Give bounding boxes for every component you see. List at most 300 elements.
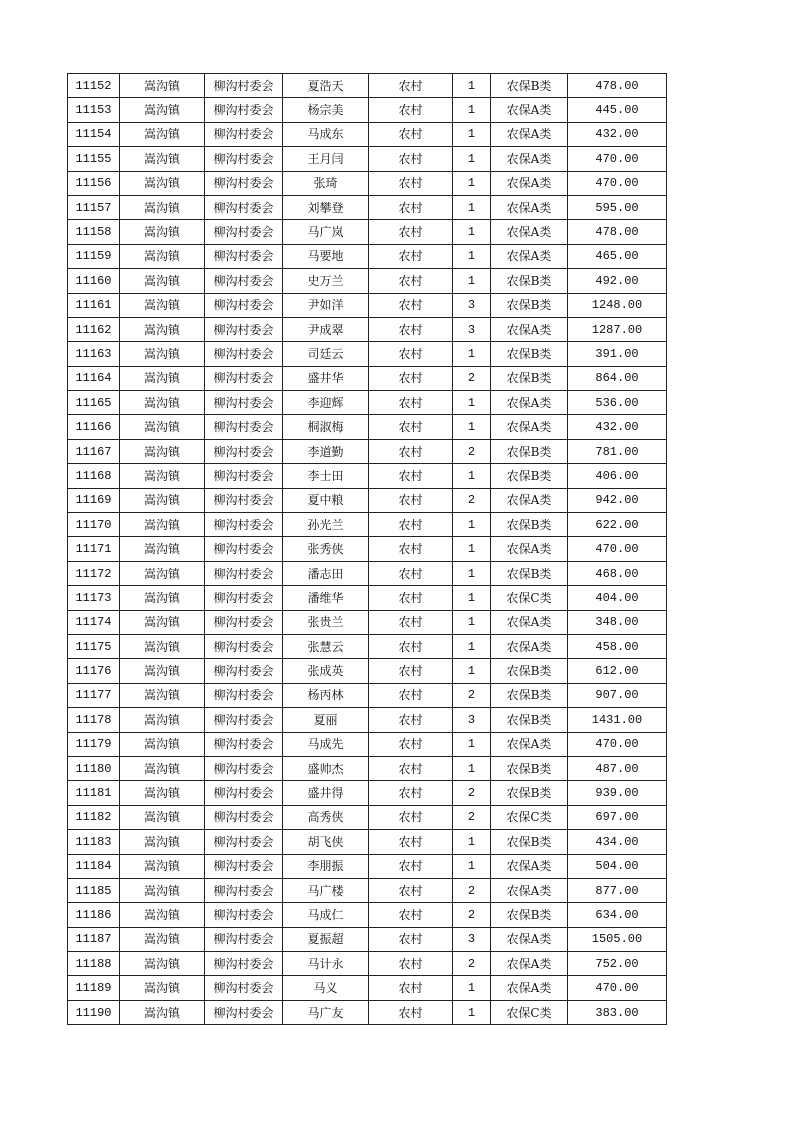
household-type-cell: 农村: [369, 122, 453, 146]
name-cell: 马广友: [283, 1000, 369, 1024]
name-cell: 马要地: [283, 244, 369, 268]
record-id-cell: 11172: [68, 561, 120, 585]
town-cell: 嵩沟镇: [120, 586, 205, 610]
insurance-category-cell: 农保B类: [491, 903, 568, 927]
village-committee-cell: 柳沟村委会: [205, 195, 283, 219]
name-cell: 杨丙林: [283, 683, 369, 707]
amount-cell: 391.00: [568, 342, 667, 366]
village-committee-cell: 柳沟村委会: [205, 464, 283, 488]
insurance-category-cell: 农保B类: [491, 439, 568, 463]
table-row: [68, 439, 667, 463]
amount-cell: 1431.00: [568, 708, 667, 732]
town-cell: 嵩沟镇: [120, 878, 205, 902]
town-cell: 嵩沟镇: [120, 74, 205, 98]
record-id-cell: 11156: [68, 171, 120, 195]
household-type-cell: 农村: [369, 634, 453, 658]
table-row: [68, 756, 667, 780]
member-count-cell: 1: [453, 171, 491, 195]
record-id-cell: 11165: [68, 391, 120, 415]
household-type-cell: 农村: [369, 878, 453, 902]
name-cell: 胡飞侠: [283, 830, 369, 854]
amount-cell: 470.00: [568, 976, 667, 1000]
name-cell: 史万兰: [283, 269, 369, 293]
table-row: [68, 195, 667, 219]
record-id-cell: 11153: [68, 98, 120, 122]
village-committee-cell: 柳沟村委会: [205, 903, 283, 927]
insurance-category-cell: 农保A类: [491, 244, 568, 268]
table-body: [68, 74, 667, 1025]
town-cell: 嵩沟镇: [120, 952, 205, 976]
amount-cell: 470.00: [568, 171, 667, 195]
village-committee-cell: 柳沟村委会: [205, 561, 283, 585]
town-cell: 嵩沟镇: [120, 537, 205, 561]
name-cell: 张秀侠: [283, 537, 369, 561]
member-count-cell: 1: [453, 269, 491, 293]
insurance-category-cell: 农保A类: [491, 147, 568, 171]
record-id-cell: 11158: [68, 220, 120, 244]
member-count-cell: 1: [453, 976, 491, 1000]
record-id-cell: 11186: [68, 903, 120, 927]
household-type-cell: 农村: [369, 683, 453, 707]
household-type-cell: 农村: [369, 537, 453, 561]
table-row: [68, 98, 667, 122]
amount-cell: 622.00: [568, 513, 667, 537]
village-committee-cell: 柳沟村委会: [205, 952, 283, 976]
table-row: [68, 903, 667, 927]
insurance-category-cell: 农保B类: [491, 342, 568, 366]
amount-cell: 697.00: [568, 805, 667, 829]
record-id-cell: 11180: [68, 756, 120, 780]
member-count-cell: 3: [453, 293, 491, 317]
amount-cell: 432.00: [568, 415, 667, 439]
amount-cell: 470.00: [568, 732, 667, 756]
table-row: [68, 659, 667, 683]
village-committee-cell: 柳沟村委会: [205, 98, 283, 122]
village-committee-cell: 柳沟村委会: [205, 122, 283, 146]
town-cell: 嵩沟镇: [120, 366, 205, 390]
town-cell: 嵩沟镇: [120, 732, 205, 756]
name-cell: 张慧云: [283, 634, 369, 658]
insurance-category-cell: 农保B类: [491, 513, 568, 537]
amount-cell: 470.00: [568, 147, 667, 171]
amount-cell: 478.00: [568, 220, 667, 244]
record-id-cell: 11162: [68, 317, 120, 341]
town-cell: 嵩沟镇: [120, 830, 205, 854]
table-row: [68, 976, 667, 1000]
town-cell: 嵩沟镇: [120, 122, 205, 146]
table-row: [68, 830, 667, 854]
household-type-cell: 农村: [369, 586, 453, 610]
table-row: [68, 708, 667, 732]
amount-cell: 348.00: [568, 610, 667, 634]
village-committee-cell: 柳沟村委会: [205, 805, 283, 829]
insurance-category-cell: 农保A类: [491, 171, 568, 195]
table-row: [68, 610, 667, 634]
member-count-cell: 1: [453, 659, 491, 683]
village-committee-cell: 柳沟村委会: [205, 415, 283, 439]
table-row: [68, 561, 667, 585]
record-id-cell: 11160: [68, 269, 120, 293]
town-cell: 嵩沟镇: [120, 171, 205, 195]
name-cell: 马义: [283, 976, 369, 1000]
record-id-cell: 11174: [68, 610, 120, 634]
table-row: [68, 805, 667, 829]
household-type-cell: 农村: [369, 171, 453, 195]
insurance-category-cell: 农保B类: [491, 293, 568, 317]
insurance-category-cell: 农保B类: [491, 74, 568, 98]
member-count-cell: 1: [453, 147, 491, 171]
member-count-cell: 2: [453, 878, 491, 902]
name-cell: 夏浩天: [283, 74, 369, 98]
name-cell: 张琦: [283, 171, 369, 195]
household-type-cell: 农村: [369, 952, 453, 976]
household-type-cell: 农村: [369, 317, 453, 341]
amount-cell: 781.00: [568, 439, 667, 463]
table-row: [68, 488, 667, 512]
amount-cell: 445.00: [568, 98, 667, 122]
village-committee-cell: 柳沟村委会: [205, 683, 283, 707]
table-row: [68, 854, 667, 878]
household-type-cell: 农村: [369, 561, 453, 585]
table-row: [68, 122, 667, 146]
table-row: [68, 244, 667, 268]
town-cell: 嵩沟镇: [120, 342, 205, 366]
name-cell: 马成先: [283, 732, 369, 756]
town-cell: 嵩沟镇: [120, 195, 205, 219]
insurance-category-cell: 农保A类: [491, 952, 568, 976]
record-id-cell: 11181: [68, 781, 120, 805]
village-committee-cell: 柳沟村委会: [205, 976, 283, 1000]
village-committee-cell: 柳沟村委会: [205, 488, 283, 512]
household-type-cell: 农村: [369, 488, 453, 512]
table-row: [68, 220, 667, 244]
name-cell: 高秀侠: [283, 805, 369, 829]
town-cell: 嵩沟镇: [120, 634, 205, 658]
member-count-cell: 2: [453, 781, 491, 805]
insurance-category-cell: 农保A类: [491, 927, 568, 951]
record-id-cell: 11175: [68, 634, 120, 658]
insurance-category-cell: 农保B类: [491, 659, 568, 683]
village-committee-cell: 柳沟村委会: [205, 244, 283, 268]
table-row: [68, 342, 667, 366]
town-cell: 嵩沟镇: [120, 683, 205, 707]
member-count-cell: 2: [453, 683, 491, 707]
name-cell: 夏丽: [283, 708, 369, 732]
household-type-cell: 农村: [369, 976, 453, 1000]
member-count-cell: 3: [453, 317, 491, 341]
town-cell: 嵩沟镇: [120, 610, 205, 634]
record-id-cell: 11157: [68, 195, 120, 219]
name-cell: 尹成翠: [283, 317, 369, 341]
amount-cell: 752.00: [568, 952, 667, 976]
village-committee-cell: 柳沟村委会: [205, 1000, 283, 1024]
amount-cell: 465.00: [568, 244, 667, 268]
name-cell: 刘攀登: [283, 195, 369, 219]
village-committee-cell: 柳沟村委会: [205, 513, 283, 537]
name-cell: 马广岚: [283, 220, 369, 244]
record-id-cell: 11163: [68, 342, 120, 366]
town-cell: 嵩沟镇: [120, 927, 205, 951]
table-row: [68, 537, 667, 561]
name-cell: 马计永: [283, 952, 369, 976]
record-id-cell: 11182: [68, 805, 120, 829]
record-id-cell: 11190: [68, 1000, 120, 1024]
record-id-cell: 11179: [68, 732, 120, 756]
insurance-category-cell: 农保A类: [491, 98, 568, 122]
member-count-cell: 1: [453, 74, 491, 98]
amount-cell: 877.00: [568, 878, 667, 902]
record-id-cell: 11173: [68, 586, 120, 610]
table-row: [68, 415, 667, 439]
name-cell: 李士田: [283, 464, 369, 488]
table-row: [68, 781, 667, 805]
amount-cell: 383.00: [568, 1000, 667, 1024]
insurance-category-cell: 农保B类: [491, 756, 568, 780]
town-cell: 嵩沟镇: [120, 147, 205, 171]
member-count-cell: 1: [453, 610, 491, 634]
record-id-cell: 11171: [68, 537, 120, 561]
household-type-cell: 农村: [369, 830, 453, 854]
name-cell: 夏中粮: [283, 488, 369, 512]
amount-cell: 864.00: [568, 366, 667, 390]
village-committee-cell: 柳沟村委会: [205, 610, 283, 634]
name-cell: 李道勤: [283, 439, 369, 463]
insurance-category-cell: 农保B类: [491, 269, 568, 293]
town-cell: 嵩沟镇: [120, 293, 205, 317]
member-count-cell: 1: [453, 391, 491, 415]
village-committee-cell: 柳沟村委会: [205, 366, 283, 390]
town-cell: 嵩沟镇: [120, 513, 205, 537]
member-count-cell: 1: [453, 244, 491, 268]
name-cell: 尹如洋: [283, 293, 369, 317]
insurance-category-cell: 农保A类: [491, 391, 568, 415]
record-id-cell: 11187: [68, 927, 120, 951]
record-id-cell: 11154: [68, 122, 120, 146]
member-count-cell: 1: [453, 854, 491, 878]
amount-cell: 634.00: [568, 903, 667, 927]
record-id-cell: 11159: [68, 244, 120, 268]
member-count-cell: 2: [453, 439, 491, 463]
table-row: [68, 293, 667, 317]
insurance-category-cell: 农保A类: [491, 854, 568, 878]
name-cell: 杨宗美: [283, 98, 369, 122]
insurance-category-cell: 农保B类: [491, 366, 568, 390]
village-committee-cell: 柳沟村委会: [205, 854, 283, 878]
village-committee-cell: 柳沟村委会: [205, 74, 283, 98]
member-count-cell: 1: [453, 464, 491, 488]
amount-cell: 1505.00: [568, 927, 667, 951]
member-count-cell: 2: [453, 366, 491, 390]
town-cell: 嵩沟镇: [120, 98, 205, 122]
name-cell: 马成东: [283, 122, 369, 146]
insurance-category-cell: 农保B类: [491, 708, 568, 732]
insurance-category-cell: 农保C类: [491, 586, 568, 610]
village-committee-cell: 柳沟村委会: [205, 708, 283, 732]
town-cell: 嵩沟镇: [120, 464, 205, 488]
record-id-cell: 11189: [68, 976, 120, 1000]
town-cell: 嵩沟镇: [120, 244, 205, 268]
village-committee-cell: 柳沟村委会: [205, 220, 283, 244]
amount-cell: 536.00: [568, 391, 667, 415]
member-count-cell: 1: [453, 732, 491, 756]
household-type-cell: 农村: [369, 391, 453, 415]
town-cell: 嵩沟镇: [120, 854, 205, 878]
table-row: [68, 732, 667, 756]
member-count-cell: 1: [453, 98, 491, 122]
table-row: [68, 74, 667, 98]
town-cell: 嵩沟镇: [120, 659, 205, 683]
name-cell: 马广楼: [283, 878, 369, 902]
table-row: [68, 683, 667, 707]
insurance-category-cell: 农保B类: [491, 561, 568, 585]
record-id-cell: 11168: [68, 464, 120, 488]
insurance-category-cell: 农保A类: [491, 976, 568, 1000]
town-cell: 嵩沟镇: [120, 781, 205, 805]
amount-cell: 468.00: [568, 561, 667, 585]
town-cell: 嵩沟镇: [120, 220, 205, 244]
village-committee-cell: 柳沟村委会: [205, 147, 283, 171]
household-type-cell: 农村: [369, 659, 453, 683]
household-type-cell: 农村: [369, 195, 453, 219]
household-type-cell: 农村: [369, 708, 453, 732]
town-cell: 嵩沟镇: [120, 903, 205, 927]
town-cell: 嵩沟镇: [120, 805, 205, 829]
amount-cell: 458.00: [568, 634, 667, 658]
amount-cell: 487.00: [568, 756, 667, 780]
insurance-category-cell: 农保A类: [491, 537, 568, 561]
household-type-cell: 农村: [369, 513, 453, 537]
member-count-cell: 1: [453, 756, 491, 780]
village-committee-cell: 柳沟村委会: [205, 293, 283, 317]
member-count-cell: 1: [453, 537, 491, 561]
town-cell: 嵩沟镇: [120, 415, 205, 439]
table-row: [68, 1000, 667, 1024]
name-cell: 潘志田: [283, 561, 369, 585]
insurance-category-cell: 农保B类: [491, 683, 568, 707]
table-row: [68, 391, 667, 415]
name-cell: 潘维华: [283, 586, 369, 610]
household-type-cell: 农村: [369, 74, 453, 98]
record-id-cell: 11184: [68, 854, 120, 878]
member-count-cell: 2: [453, 805, 491, 829]
amount-cell: 404.00: [568, 586, 667, 610]
member-count-cell: 3: [453, 708, 491, 732]
name-cell: 李朋振: [283, 854, 369, 878]
insurance-category-cell: 农保B类: [491, 464, 568, 488]
insurance-category-cell: 农保A类: [491, 878, 568, 902]
record-id-cell: 11185: [68, 878, 120, 902]
member-count-cell: 1: [453, 220, 491, 244]
town-cell: 嵩沟镇: [120, 708, 205, 732]
village-committee-cell: 柳沟村委会: [205, 317, 283, 341]
insurance-category-cell: 农保A类: [491, 317, 568, 341]
amount-cell: 492.00: [568, 269, 667, 293]
amount-cell: 942.00: [568, 488, 667, 512]
name-cell: 张贵兰: [283, 610, 369, 634]
amount-cell: 406.00: [568, 464, 667, 488]
name-cell: 李迎辉: [283, 391, 369, 415]
table-row: [68, 366, 667, 390]
insurance-category-cell: 农保A类: [491, 415, 568, 439]
village-committee-cell: 柳沟村委会: [205, 391, 283, 415]
village-committee-cell: 柳沟村委会: [205, 878, 283, 902]
village-committee-cell: 柳沟村委会: [205, 830, 283, 854]
member-count-cell: 1: [453, 586, 491, 610]
town-cell: 嵩沟镇: [120, 1000, 205, 1024]
village-committee-cell: 柳沟村委会: [205, 927, 283, 951]
amount-cell: 595.00: [568, 195, 667, 219]
village-committee-cell: 柳沟村委会: [205, 171, 283, 195]
household-type-cell: 农村: [369, 854, 453, 878]
table-row: [68, 586, 667, 610]
town-cell: 嵩沟镇: [120, 488, 205, 512]
table-row: [68, 927, 667, 951]
insurance-category-cell: 农保C类: [491, 805, 568, 829]
town-cell: 嵩沟镇: [120, 561, 205, 585]
village-committee-cell: 柳沟村委会: [205, 269, 283, 293]
record-id-cell: 11167: [68, 439, 120, 463]
amount-cell: 470.00: [568, 537, 667, 561]
insurance-category-cell: 农保A类: [491, 220, 568, 244]
table-row: [68, 878, 667, 902]
table-row: [68, 634, 667, 658]
name-cell: 马成仁: [283, 903, 369, 927]
record-id-cell: 11169: [68, 488, 120, 512]
household-type-cell: 农村: [369, 805, 453, 829]
village-committee-cell: 柳沟村委会: [205, 781, 283, 805]
household-type-cell: 农村: [369, 98, 453, 122]
household-type-cell: 农村: [369, 1000, 453, 1024]
record-id-cell: 11152: [68, 74, 120, 98]
amount-cell: 939.00: [568, 781, 667, 805]
village-committee-cell: 柳沟村委会: [205, 634, 283, 658]
name-cell: 盛井华: [283, 366, 369, 390]
member-count-cell: 1: [453, 513, 491, 537]
village-committee-cell: 柳沟村委会: [205, 732, 283, 756]
insurance-category-cell: 农保B类: [491, 830, 568, 854]
record-id-cell: 11177: [68, 683, 120, 707]
amount-cell: 907.00: [568, 683, 667, 707]
amount-cell: 432.00: [568, 122, 667, 146]
household-type-cell: 农村: [369, 342, 453, 366]
town-cell: 嵩沟镇: [120, 269, 205, 293]
member-count-cell: 1: [453, 830, 491, 854]
insurance-category-cell: 农保A类: [491, 732, 568, 756]
household-type-cell: 农村: [369, 293, 453, 317]
household-type-cell: 农村: [369, 415, 453, 439]
household-type-cell: 农村: [369, 756, 453, 780]
member-count-cell: 1: [453, 561, 491, 585]
table-row: [68, 171, 667, 195]
record-id-cell: 11164: [68, 366, 120, 390]
household-type-cell: 农村: [369, 610, 453, 634]
name-cell: 盛井得: [283, 781, 369, 805]
household-type-cell: 农村: [369, 147, 453, 171]
member-count-cell: 2: [453, 952, 491, 976]
amount-cell: 434.00: [568, 830, 667, 854]
amount-cell: 612.00: [568, 659, 667, 683]
member-count-cell: 2: [453, 903, 491, 927]
table-row: [68, 147, 667, 171]
household-type-cell: 农村: [369, 781, 453, 805]
village-committee-cell: 柳沟村委会: [205, 439, 283, 463]
record-id-cell: 11166: [68, 415, 120, 439]
table-row: [68, 952, 667, 976]
amount-cell: 1248.00: [568, 293, 667, 317]
household-type-cell: 农村: [369, 927, 453, 951]
member-count-cell: 3: [453, 927, 491, 951]
village-committee-cell: 柳沟村委会: [205, 756, 283, 780]
